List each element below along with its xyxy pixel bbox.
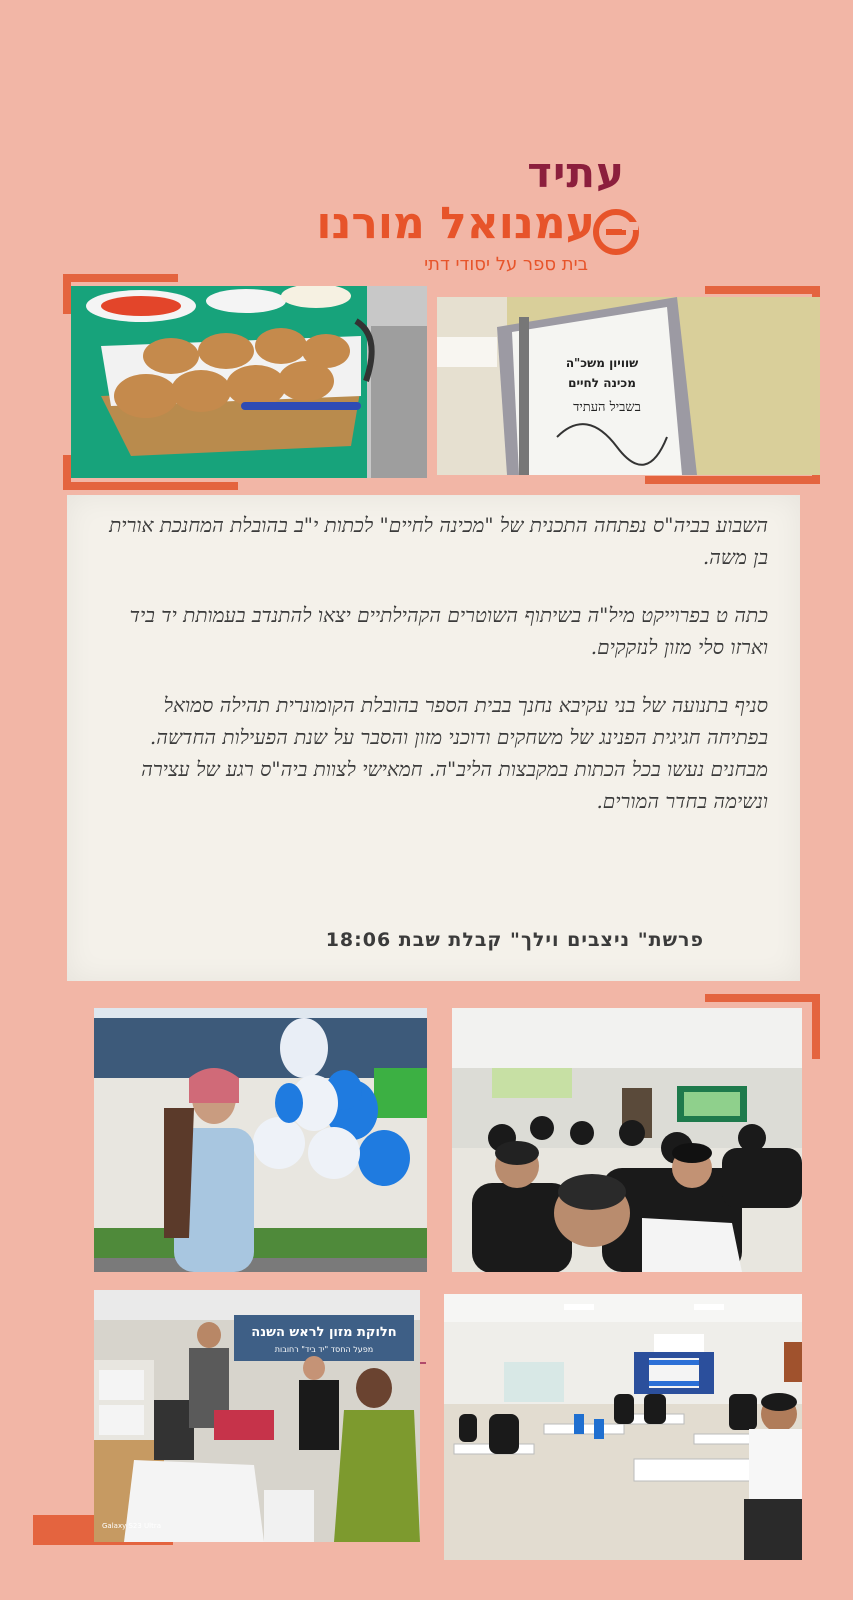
notebook-title-3: בשביל העתיד: [573, 400, 641, 415]
decor-bar: [63, 482, 238, 490]
photo-classroom-lecture: [452, 1008, 802, 1272]
decor-bar: [63, 274, 71, 314]
decor-bar: [705, 994, 820, 1002]
announcement-paragraph: כתה ט בפרוייקט מיל"ה בשיתוף השוטרים הקהילתיים יצאו להתנדב בעמותת יד ביד וארזו סלי מזון לנזקקים.: [129, 603, 768, 659]
photo-exam-classroom: [444, 1294, 802, 1560]
banner-title: חלוקת מזון לראש השנה: [251, 1325, 397, 1340]
photo-notebook: [437, 297, 820, 475]
logo-top-text: עתיד: [527, 148, 625, 197]
photo-bread-basket: [71, 286, 427, 478]
notebook-title-1: שוויון משכ"ה: [565, 356, 639, 370]
shabbat-time: פרשת" ניצבים וילך" קבלת שבת 18:06: [325, 929, 704, 951]
decor-dash: [420, 1362, 426, 1364]
notebook-title-2: מכינה לחיים: [568, 376, 636, 390]
announcement-paragraph: סניף בתנועה של בני עקיבא נחנך בבית הספר בהובלת הקומונרית תהילה סמואל בפתיחה חגיגית הפנינג של משחקים ודוכני מזון והסבר על שנת הפעילות החדשה. מבחנים נעשו בכל הכתות במקבצות הליב"ה. חמאישי לצוות ביה"ס רגע של עצירה ונשימה בחדר המורים.: [141, 693, 768, 813]
decor-bar: [645, 476, 820, 484]
photo-balloons: [94, 1008, 427, 1272]
decor-bar: [705, 286, 820, 294]
announcement-card: [67, 495, 800, 981]
announcement-body: [98, 509, 768, 843]
photo-food-distribution: [94, 1290, 420, 1542]
photo-watermark: Galaxy S23 Ultra: [102, 1522, 162, 1530]
school-logo-icon: [592, 208, 640, 256]
logo-school-name: עמנואל מורנו: [316, 198, 595, 249]
announcement-paragraph: השבוע בביה"ס נפתחה התכנית של "מכינה לחיים" לכתות י"ב בהובלת המחנכת אורית בן משה.: [109, 513, 768, 569]
decor-bar: [63, 274, 178, 282]
decor-bar: [812, 994, 820, 1059]
logo-subtitle: בית ספר על יסודי דתי: [424, 254, 588, 275]
banner-subtitle: מפעל החסד "יד ביד" רחובות: [274, 1345, 374, 1354]
